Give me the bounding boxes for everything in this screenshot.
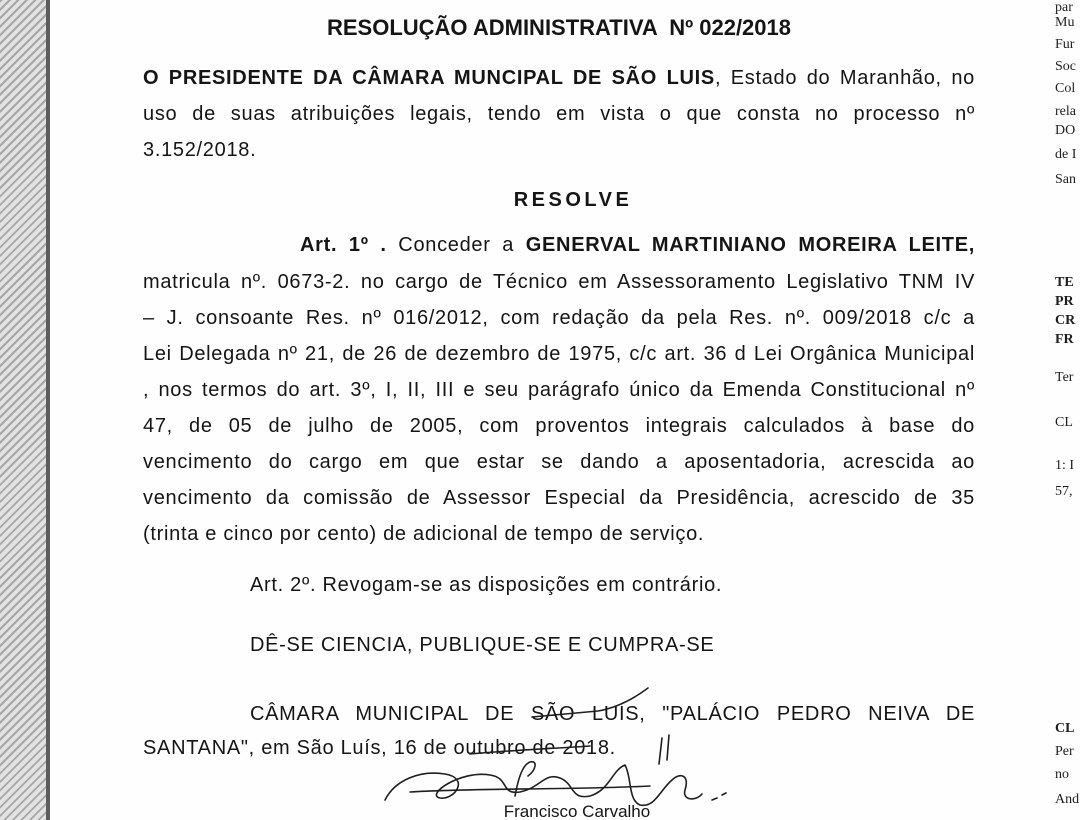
article-2: Art. 2º. Revogam-se as disposições em contrário. (250, 574, 723, 596)
adjacent-heading-fragment: PR (1055, 294, 1074, 309)
article-1-line: vencimento da comissão de Assessor Especial da Presidência, acrescido de 35 (143, 487, 975, 509)
adjacent-heading-fragment: CL (1055, 721, 1075, 736)
article-1-line: vencimento do cargo em que estar se dando a aposentadoria, acrescida ao (143, 451, 975, 473)
adjacent-text-fragment: rela (1055, 104, 1076, 119)
adjacent-text-fragment: Ter (1055, 370, 1074, 385)
resolution-title: RESOLUÇÃO ADMINISTRATIVA Nº 022/2018 (326, 15, 791, 40)
resolve-heading: RESOLVE (513, 189, 633, 211)
signatory-name: Francisco Carvalho (503, 802, 651, 820)
adjacent-heading-fragment: FR (1055, 332, 1074, 347)
viewer-backdrop (0, 0, 46, 820)
adjacent-text-fragment: Fur (1055, 37, 1075, 52)
preamble-line-2: uso de suas atribuições legais, tendo em vista o que consta no processo nº (143, 103, 975, 125)
authority-name: O PRESIDENTE DA CÂMARA MUNCIPAL DE SÃO LUIS (143, 67, 715, 89)
adjacent-text-fragment: Mu (1055, 15, 1075, 30)
adjacent-text-fragment: Per (1055, 744, 1074, 759)
adjacent-text-fragment: Col (1055, 81, 1076, 96)
article-1-line: matricula nº. 0673-2. no cargo de Técnico em Assessoramento Legislativo TNM IV (143, 271, 975, 293)
adjacent-text-fragment: Soc (1055, 59, 1076, 74)
document-page[interactable] (50, 0, 1080, 820)
adjacent-text-fragment: And (1055, 792, 1080, 807)
article-1-heading-line (300, 227, 975, 263)
adjacent-text-fragment: CL (1055, 415, 1073, 430)
article-1-label: Art. 1º . (300, 234, 387, 256)
place-date-line-1: CÂMARA MUNICIPAL DE SÃO LUÍS, "PALÁCIO PEDRO NEIVA DE (250, 703, 975, 725)
adjacent-page-column (1055, 0, 1080, 820)
adjacent-text-fragment: DO (1055, 123, 1076, 138)
article-1-line: – J. consoante Res. nº 016/2012, com redação da pela Res. nº. 009/2018 c/c a (143, 307, 975, 329)
adjacent-text-fragment: no (1055, 767, 1069, 782)
adjacent-text-fragment: San (1055, 172, 1076, 187)
article-1-line: Lei Delegada nº 21, de 26 de dezembro de 1975, c/c art. 36 d Lei Orgânica Municipal (143, 343, 975, 365)
article-1-verb: Conceder a (398, 234, 515, 256)
article-1-line: (trinta e cinco por cento) de adicional de tempo de serviço. (143, 523, 705, 545)
adjacent-text-fragment: 1: I (1055, 458, 1075, 473)
adjacent-text-fragment: 57, (1055, 484, 1073, 499)
article-1-line: 47, de 05 de julho de 2005, com proventos integrais calculados à base do (143, 415, 975, 437)
preamble-line-3: 3.152/2018. (143, 139, 257, 161)
adjacent-heading-fragment: TE (1055, 275, 1074, 290)
closing-formula: DÊ-SE CIENCIA, PUBLIQUE-SE E CUMPRA-SE (250, 634, 715, 656)
adjacent-heading-fragment: CR (1055, 313, 1076, 328)
preamble-text: , Estado do Maranhão, no (714, 67, 975, 89)
beneficiary-name: GENERVAL MARTINIANO MOREIRA LEITE, (525, 234, 975, 256)
article-1-line: , nos termos do art. 3º, I, II, III e seu parágrafo único da Emenda Constitucional nº (143, 379, 975, 401)
preamble-line-1 (143, 60, 975, 96)
place-date-line-2: SANTANA", em São Luís, 16 de outubro de 2018. (143, 737, 616, 759)
adjacent-text-fragment: de I (1055, 147, 1077, 162)
adjacent-text-fragment: par (1055, 0, 1073, 15)
